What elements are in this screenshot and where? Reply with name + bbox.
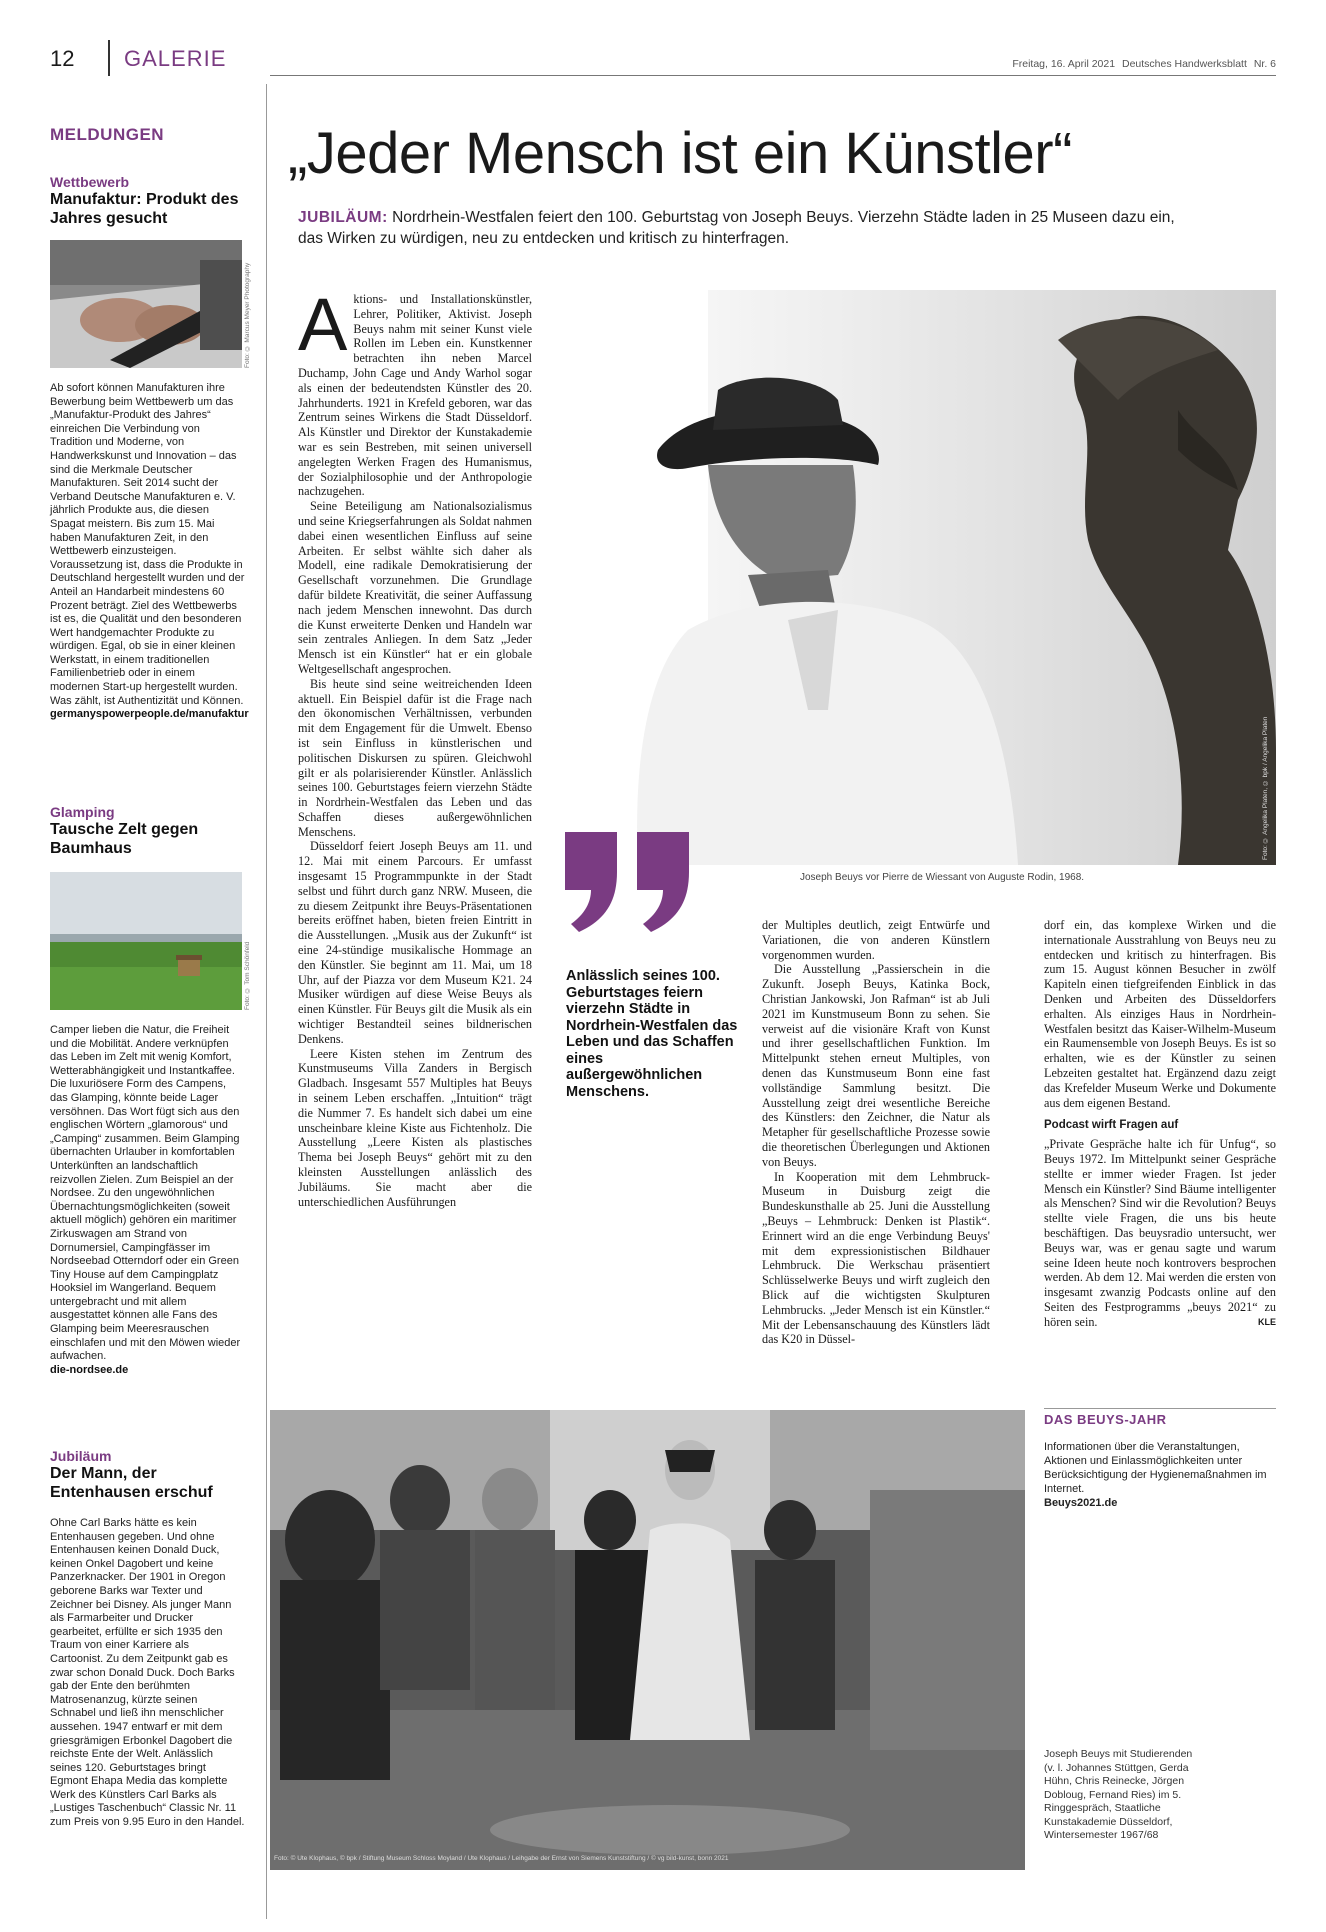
sidebar-news-3 — [50, 1450, 245, 1502]
drop-cap: A — [298, 283, 348, 366]
glamping-photo — [50, 872, 242, 1010]
paragraph: Bis heute sind seine weitreichenden Ideen aktuell. Ein Beispiel dafür ist die Frage nach den ökonomischen Verhältnissen, verbunden mit dem Engagement für die Umwelt. Ebenso ist sein Einfluss in künstlerischen und politischen Diskursen zu spüren. Gleichwohl gilt er als polarisierender Künstler. Anlässlich seines 100. Geburtstages feiern vierzehn Städte in Nordrhein-Westfalen das Leben und das Schaffen dieses außergewöhnlichen Menschens. — [298, 676, 532, 839]
photo-credit: Foto: © Tom Schönfeld — [244, 941, 251, 1010]
pull-quote: Anlässlich seines 100. Geburtstages feiern vierzehn Städte in Nordrhein-Westfalen das Leben und das Schaffen eines außergewöhnlichen Menschens. — [566, 968, 738, 1100]
news-title: Tausche Zelt gegen Baumhaus — [50, 820, 199, 857]
paragraph: dorf ein, das komplexe Wirken und die internationale Ausstrahlung von Beuys neu zu entdecken und kritisch zu hinterfragen. Bis zum 15. August können Besucher in zwölf Kapiteln einen tiefgreifenden Einblick in das Denken und Arbeiten des Düsseldorfers erhalten. Als einziges Haus in Nordrhein-Westfalen besitzt das Kaiser-Wilhelm-Museum ein Raumensemble von Joseph Beuys. Es ist so erhalten, wie es der Künstler zu seinen Lebzeiten gestaltet hat. Ergänzend dazu zeigt das Krefelder Museum Werke und Dokumente aus dem eigenen Bestand. — [1044, 918, 1276, 1110]
sidebar-news-2 — [50, 806, 245, 858]
header-meta — [1008, 58, 1276, 70]
quote-mark-icon — [565, 832, 705, 932]
beuys-portrait-image — [538, 290, 1276, 865]
news-title: Der Mann, der Entenhausen erschuf — [50, 1464, 213, 1501]
page-number: 12 — [50, 46, 75, 71]
deck-text: Nordrhein-Westfalen feiert den 100. Geburtstag von Joseph Beuys. Vierzehn Städte laden in 25 Museen dazu ein, das Wirken zu würdigen, neu zu entdecken und kritisch zu hinterfragen. — [298, 209, 1175, 247]
article-column-2 — [762, 918, 990, 1347]
news-kicker: Glamping — [50, 804, 115, 820]
header-divider — [108, 40, 110, 76]
news-text: Camper lieben die Natur, die Freiheit und die Mobilität. Andere verknüpfen das Leben im Zelt mit wenig Komfort, Wetterabhängigkeit und Instantkaffee. Die luxuriösere Form des Campens, das Glamping, könnte beide Lager versöhnen. Das Wort fügt sich aus den englischen Wörtern „glamorous“ und „Camping“ zusammen. Beim Glamping übernachten Urlauber in komfortablen Unterkünften an landschaftlich reizvollen Zielen. Zum Beispiel an der Nordsee. Zu den ungewöhnlichen Übernachtungsmöglichkeiten (soweit aktuell möglich) gehören ein maritimer Zirkuswagen am Strand von Dornumersiel, Campingfässer im Nordseebad Otterndorf oder ein Green Tiny House auf dem Campingplatz Hooksiel im Wangerland. Bequem untergebracht und mit allem ausgestattet können alle Fans des Glamping beim Meeresrauschen einschlafen und mit den Möwen wieder aufwachen. — [50, 1024, 241, 1363]
beuys-rodin-photo — [538, 290, 1276, 865]
issue-number: Nr. 6 — [1253, 58, 1276, 70]
photo-credit: Foto: © Marcus Meyer Photography — [244, 262, 251, 368]
article-title: „Jeder Mensch ist ein Künstler“ — [288, 121, 1072, 186]
column-rule — [266, 84, 267, 1919]
infobox-link[interactable]: Beuys2021.de — [1044, 1497, 1118, 1509]
author-initials: KLE — [1258, 1316, 1276, 1327]
infobox-rule — [1044, 1408, 1276, 1409]
publication-name: Deutsches Handwerksblatt — [1121, 58, 1247, 70]
article-column-1 — [298, 283, 532, 1209]
paragraph: der Multiples deutlich, zeigt Entwürfe und Variationen, die von anderen Künstlern vorgenommen wurden. — [762, 918, 990, 962]
issue-date: Freitag, 16. April 2021 — [1012, 58, 1116, 70]
section-name: GALERIE — [124, 46, 227, 71]
paragraph — [1044, 1137, 1276, 1329]
photo-credit: Foto: © Ute Klophaus, © bpk / Stiftung Museum Schloss Moyland / Ute Klophaus / Leihgabe der Ernst von Siemens Kunststiftung / © vg bild-kunst, bonn 2021 — [274, 1855, 729, 1862]
article-deck — [298, 207, 1188, 249]
news-title: Manufaktur: Produkt des Jahres gesucht — [50, 190, 239, 227]
infobox-heading: DAS BEUYS-JAHR — [1044, 1412, 1167, 1427]
header-rule — [270, 75, 1276, 76]
hands-working-image — [50, 240, 242, 368]
photo-caption: Joseph Beuys vor Pierre de Wiessant von Auguste Rodin, 1968. — [800, 872, 1085, 883]
studierende-photo — [270, 1410, 1025, 1870]
paragraph: Die Ausstellung „Passierschein in die Zukunft. Joseph Beuys, Katinka Bock, Christian Jankowski, Jon Rafman“ ist ab Juli 2021 im Kunstmuseum Bonn zu sehen. Sie verweist auf die visionäre Kraft von Kunst und ihrer gesellschaftlichen Funktion. Im Mittelpunkt stehen erneut Multiples, von denen das Kunstmuseum Bonn eine fast vollständige Sammlung besitzt. Die Ausstellung zeigt drei wesentliche Bereiche des Künstlers: den Zeichner, die Natur als Metapher für gesellschaftliche Prozesse sowie die theoretischen Überlegungen und Aktionen von Beuys. — [762, 962, 990, 1169]
manufaktur-photo — [50, 240, 242, 368]
infobox-body — [1044, 1440, 1276, 1510]
infobox-text: Informationen über die Veranstaltungen, Aktionen und Einlassmöglichkeiten unter Berücksichtigung der Hygienemaßnahmen im Internet. — [1044, 1441, 1267, 1495]
podcast-text: „Private Gespräche halte ich für Unfug“, so Beuys 1972. Im Mittelpunkt seiner Gespräche stellte er immer wieder Fragen. Ist jeder Mensch ein Künstler? Sind Bäume intelligenter als Menschen? Sind wir die Revolution? Beuys stellte viele Fragen, die uns bis heute beschäftigen. Das beuysradio untersucht, wer Beuys war, was er genau sagte und warum seine Ideen heute noch kontrovers besprochen werden. Ab dem 12. Mai werden die ersten von insgesamt zwanzig Podcasts online auf den Seiten des Festprogramms „beuys 2021“ zu hören sein. — [1044, 1137, 1276, 1329]
paragraph: Düsseldorf feiert Joseph Beuys am 11. und 12. Mai mit einem Parcours. Er umfasst insgesamt 15 Programmpunkte in der Stadt selbst und führt durch ganz NRW. Museen, die zu diesem Zeitpunkt ihre Beuys-Präsentationen bereits eröffnet haben, bieten freien Eintritt in die Ausstellungen. „Musik aus der Zukunft“ ist eine 24-stündige musikalische Hommage an den Künstler. Sie beginnt am 11. Mai, um 18 Uhr, auf der Piazza vor dem Museum K21. 24 Musiker würdigen auf diese Weise Beuys als einen Künstler. Für Beuys gilt die Musik als ein wichtiger Bestandteil seines bildnerischen Denkens. — [298, 839, 532, 1046]
photo-credit: Foto: © Angelika Platen, © bpk / Angelika Platen — [1262, 716, 1269, 860]
group-discussion-image — [270, 1410, 1025, 1870]
news-link[interactable]: germanyspowerpeople.de/manufaktur — [50, 708, 249, 721]
article-column-3 — [1044, 918, 1276, 1330]
podcast-heading: Podcast wirft Fragen auf — [1044, 1119, 1179, 1132]
paragraph: In Kooperation mit dem Lehmbruck-Museum in Duisburg zeigt die Bundeskunsthalle ab 25. Juni die Ausstellung „Beuys – Lehmbruck: Denken ist Plastik“. Erinnert wird an die enge Verbindung Beuys' mit dem expressionistischen Bildhauer Lehmbruck. Die Werkschau präsentiert Schlüsselwerke Beuys und wirft zugleich den Blick auf die wichtigsten Skulpturen Lehmbrucks. „Jeder Mensch ist ein Künstler.“ Mit der Lebensanschauung des Künstlers lädt das K20 in Düssel- — [762, 1169, 990, 1347]
sidebar-news-1 — [50, 176, 245, 228]
paragraph: Leere Kisten stehen im Zentrum des Kunstmuseums Villa Zanders in Bergisch Gladbach. Insgesamt 557 Multiples hat Beuys in seinem Leben erschaffen. „Intuition“ trägt die Nummer 7. Es handelt sich dabei um eine unscheinbare kleine Kiste aus Fichtenholz. Die Ausstellung „Leere Kisten als plastisches Thema bei Joseph Beuys“ gehört mit zu den kleinsten Ausstellungen anlässlich des Jubiläums. Sie macht aber die unterschiedlichen Ausführungen — [298, 1046, 532, 1209]
photo-caption: Joseph Beuys mit Studierenden (v. l. Johannes Stüttgen, Gerda Hühn, Chris Reinecke, Jörgen Dobloug, Fernand Ries) im 5. Ringgespräch, Staatliche Kunstakademie Düsseldorf, Wintersemester 1967/68 — [1044, 1748, 1193, 1841]
paragraph: ktions- und Installationskünstler, Lehrer, Politiker, Aktivist. Joseph Beuys nahm mit seiner Kunst viele Rollen im Leben ein. Kunstkenner betrachten ihn neben Marcel Duchamp, John Cage und Andy Warhol sogar als einen der bedeutendsten Künstler des 20. Jahrhunderts. 1921 in Krefeld geboren, war das Zentrum seines Wirkens die Stadt Düsseldorf. Als Künstler und Direktor der Kunstakademie war es sein Bestreben, mit seinen universell angelegten Werken Fragen des Humanismus, der Sozialphilosophie und der Anthropologie nachzugehen. — [298, 292, 532, 499]
news-kicker: Wettbewerb — [50, 174, 130, 190]
news-body-3 — [50, 1517, 245, 1830]
news-link[interactable]: die-nordsee.de — [50, 1363, 129, 1376]
news-kicker: Jubiläum — [50, 1448, 112, 1464]
meadow-wagon-image — [50, 872, 242, 1010]
news-body-1 — [50, 382, 249, 722]
news-body-2 — [50, 1024, 245, 1377]
news-text: Ohne Carl Barks hätte es kein Entenhausen gegeben. Und ohne Entenhausen keinen Donald Duck, keinen Onkel Dagobert und keine Panzerknacker. Der 1901 in Oregon geborene Barks war Texter und Zeichner bei Disney. Als junger Mann als Farmarbeiter und Drucker gearbeitet, erfüllte er sich 1935 den Traum von einer Karriere als Cartoonist. Zu dem Zeitpunkt gab es zwar schon Donald Duck. Doch Barks gab der Ente den berühmten Matrosenanzug, kürzte seinen Schnabel und ließ ihn menschlicher aussehen. 1947 entwarf er mit dem griesgrämigen Erbonkel Dagobert die reichste Ente der Welt. Anlässlich seines 120. Geburtstages bringt Egmont Ehapa Media das komplette Werk des Künstlers Carl Barks als „Lustiges Taschenbuch“ Classic Nr. 11 zum Preis von 9.95 Euro in den Handel. — [50, 1517, 245, 1829]
deck-label: JUBILÄUM: — [298, 209, 388, 226]
news-text: Ab sofort können Manufakturen ihre Bewerbung beim Wettbewerb um das „Manufaktur-Produkt des Jahres“ einreichen Die Verbindung von Tradition und Moderne, von Handwerkskunst und Innovation – das sind die Merkmale Deutscher Manufakturen. Seit 2014 sucht der Verband Deutsche Manufakturen e. V. jährlich Produkte aus, die diesen Spagat meistern. Bis zum 15. Mai haben Manufakturen Zeit, in den Wettbewerb einzusteigen. Voraussetzung ist, dass die Produkte in Deutschland hergestellt wurden und der Anteil an Handarbeit mindestens 60 Prozent beträgt. Ziel des Wettbewerbs ist es, die Qualität und den besonderen Wert handgemachter Produkte zu würdigen. Egal, ob sie in einer kleinen Werkstatt, in einem traditionellen Familienbetrieb oder in einem modernen Start-up hergestellt wurden. Was zählt, ist Authentizität und Können. — [50, 382, 245, 707]
paragraph: Seine Beteiligung am Nationalsozialismus und seine Kriegserfahrungen als Soldat nahmen dabei einen wesentlichen Einfluss auf seine Arbeiten. Er selbst wählte sich daher als Modell, eine radikale Demokratisierung der Gesellschaft vorzunehmen. Die Grundlage dafür bildete Kreativität, die seiner Auffassung nach jedem Menschen innewohnt. Das durch die Kunst erweiterte Denken und Handeln war sein zentrales Anliegen. In dem Satz „Jeder Mensch ist ein Künstler“ hat er ein globale Weltgesellschaft angesprochen. — [298, 499, 532, 676]
sidebar-heading: MELDUNGEN — [50, 125, 165, 144]
